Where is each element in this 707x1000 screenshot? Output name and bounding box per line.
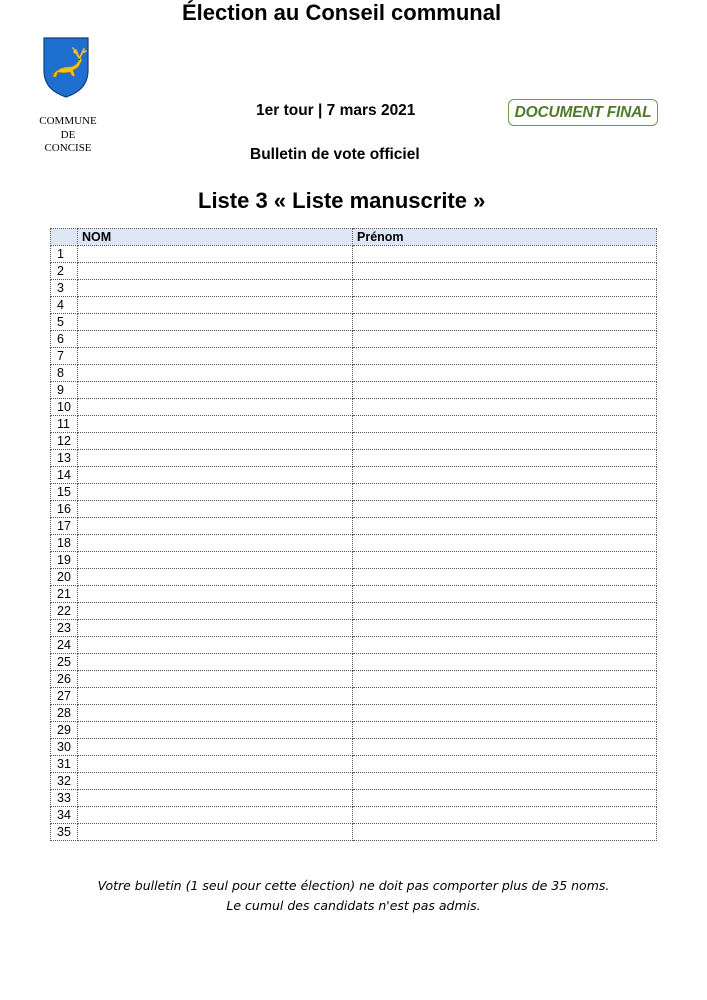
table-row xyxy=(51,586,657,603)
table-row xyxy=(51,637,657,654)
prenom-cell[interactable] xyxy=(353,280,657,297)
table-row xyxy=(51,807,657,824)
nom-cell[interactable] xyxy=(78,450,353,467)
nom-cell[interactable] xyxy=(78,824,353,841)
list-title: Liste 3 « Liste manuscrite » xyxy=(198,188,486,213)
row-number: 34 xyxy=(51,807,78,824)
nom-cell[interactable] xyxy=(78,688,353,705)
prenom-cell[interactable] xyxy=(353,246,657,263)
table-row xyxy=(51,365,657,382)
prenom-cell[interactable] xyxy=(353,501,657,518)
instruction-line: Le cumul des candidats n'est pas admis. xyxy=(226,898,481,913)
row-number: 3 xyxy=(51,280,78,297)
table-row xyxy=(51,688,657,705)
prenom-cell[interactable] xyxy=(353,297,657,314)
row-number: 13 xyxy=(51,450,78,467)
row-number: 26 xyxy=(51,671,78,688)
prenom-cell[interactable] xyxy=(353,433,657,450)
nom-cell[interactable] xyxy=(78,654,353,671)
table-row xyxy=(51,535,657,552)
prenom-cell[interactable] xyxy=(353,637,657,654)
prenom-cell[interactable] xyxy=(353,535,657,552)
row-number: 9 xyxy=(51,382,78,399)
nom-cell[interactable] xyxy=(78,807,353,824)
column-header-number xyxy=(51,229,78,246)
nom-cell[interactable] xyxy=(78,484,353,501)
commune-line: DE xyxy=(60,128,76,141)
prenom-cell[interactable] xyxy=(353,807,657,824)
nom-cell[interactable] xyxy=(78,637,353,654)
row-number: 17 xyxy=(51,518,78,535)
row-number: 28 xyxy=(51,705,78,722)
nom-cell[interactable] xyxy=(78,586,353,603)
coat-of-arms-stag-icon xyxy=(42,36,90,98)
prenom-cell[interactable] xyxy=(353,331,657,348)
column-header-prenom: Prénom xyxy=(353,229,657,246)
prenom-cell[interactable] xyxy=(353,314,657,331)
table-row xyxy=(51,484,657,501)
row-number: 18 xyxy=(51,535,78,552)
row-number: 10 xyxy=(51,399,78,416)
prenom-cell[interactable] xyxy=(353,365,657,382)
prenom-cell[interactable] xyxy=(353,688,657,705)
prenom-cell[interactable] xyxy=(353,790,657,807)
table-row xyxy=(51,450,657,467)
row-number: 16 xyxy=(51,501,78,518)
nom-cell[interactable] xyxy=(78,280,353,297)
nom-cell[interactable] xyxy=(78,416,353,433)
table-row xyxy=(51,501,657,518)
row-number: 19 xyxy=(51,552,78,569)
table-row xyxy=(51,246,657,263)
nom-cell[interactable] xyxy=(78,518,353,535)
nom-cell[interactable] xyxy=(78,297,353,314)
nom-cell[interactable] xyxy=(78,756,353,773)
nom-cell[interactable] xyxy=(78,705,353,722)
prenom-cell[interactable] xyxy=(353,263,657,280)
nom-cell[interactable] xyxy=(78,722,353,739)
ballot-subtitle: Bulletin de vote officiel xyxy=(250,146,420,163)
nom-cell[interactable] xyxy=(78,467,353,484)
commune-line: COMMUNE xyxy=(39,115,97,127)
prenom-cell[interactable] xyxy=(353,603,657,620)
row-number: 6 xyxy=(51,331,78,348)
nom-cell[interactable] xyxy=(78,790,353,807)
prenom-cell[interactable] xyxy=(353,824,657,841)
prenom-cell[interactable] xyxy=(353,705,657,722)
nom-cell[interactable] xyxy=(78,399,353,416)
row-number: 22 xyxy=(51,603,78,620)
nom-cell[interactable] xyxy=(78,569,353,586)
prenom-cell[interactable] xyxy=(353,484,657,501)
table-row xyxy=(51,722,657,739)
table-row xyxy=(51,263,657,280)
ballot-instructions xyxy=(0,876,707,916)
table-row xyxy=(51,739,657,756)
row-number: 5 xyxy=(51,314,78,331)
row-number: 24 xyxy=(51,637,78,654)
table-row xyxy=(51,705,657,722)
nom-cell[interactable] xyxy=(78,535,353,552)
row-number: 35 xyxy=(51,824,78,841)
table-row xyxy=(51,824,657,841)
nom-cell[interactable] xyxy=(78,314,353,331)
table-row xyxy=(51,552,657,569)
page-title: Élection au Conseil communal xyxy=(182,0,502,25)
commune-line: CONCISE xyxy=(44,142,92,154)
row-number: 23 xyxy=(51,620,78,637)
row-number: 25 xyxy=(51,654,78,671)
prenom-cell[interactable] xyxy=(353,739,657,756)
nom-cell[interactable] xyxy=(78,620,353,637)
prenom-cell[interactable] xyxy=(353,620,657,637)
prenom-cell[interactable] xyxy=(353,467,657,484)
nom-cell[interactable] xyxy=(78,348,353,365)
table-row xyxy=(51,382,657,399)
nom-cell[interactable] xyxy=(78,501,353,518)
table-row xyxy=(51,416,657,433)
prenom-cell[interactable] xyxy=(353,671,657,688)
prenom-cell[interactable] xyxy=(353,569,657,586)
nom-cell[interactable] xyxy=(78,433,353,450)
nom-cell[interactable] xyxy=(78,552,353,569)
row-number: 1 xyxy=(51,246,78,263)
prenom-cell[interactable] xyxy=(353,586,657,603)
round-date: 1er tour | 7 mars 2021 xyxy=(256,102,416,119)
row-number: 27 xyxy=(51,688,78,705)
table-row xyxy=(51,314,657,331)
table-row xyxy=(51,518,657,535)
prenom-cell[interactable] xyxy=(353,348,657,365)
nom-cell[interactable] xyxy=(78,382,353,399)
row-number: 4 xyxy=(51,297,78,314)
row-number: 32 xyxy=(51,773,78,790)
row-number: 12 xyxy=(51,433,78,450)
row-number: 7 xyxy=(51,348,78,365)
table-row xyxy=(51,620,657,637)
row-number: 21 xyxy=(51,586,78,603)
row-number: 11 xyxy=(51,416,78,433)
table-row xyxy=(51,773,657,790)
table-row xyxy=(51,671,657,688)
table-row xyxy=(51,280,657,297)
table-row xyxy=(51,331,657,348)
prenom-cell[interactable] xyxy=(353,518,657,535)
row-number: 15 xyxy=(51,484,78,501)
row-number: 29 xyxy=(51,722,78,739)
table-row xyxy=(51,348,657,365)
table-row xyxy=(51,399,657,416)
table-row xyxy=(51,756,657,773)
nom-cell[interactable] xyxy=(78,603,353,620)
prenom-cell[interactable] xyxy=(353,773,657,790)
prenom-cell[interactable] xyxy=(353,722,657,739)
table-row xyxy=(51,790,657,807)
document-final-stamp: DOCUMENT FINAL xyxy=(508,99,658,126)
nom-cell[interactable] xyxy=(78,365,353,382)
prenom-cell[interactable] xyxy=(353,654,657,671)
row-number: 30 xyxy=(51,739,78,756)
ballot-table xyxy=(50,228,657,841)
row-number: 2 xyxy=(51,263,78,280)
instruction-line: Votre bulletin (1 seul pour cette élection) ne doit pas comporter plus de 35 noms. xyxy=(97,878,610,893)
commune-name xyxy=(28,115,108,156)
nom-cell[interactable] xyxy=(78,246,353,263)
prenom-cell[interactable] xyxy=(353,552,657,569)
row-number: 20 xyxy=(51,569,78,586)
table-row xyxy=(51,654,657,671)
row-number: 31 xyxy=(51,756,78,773)
row-number: 14 xyxy=(51,467,78,484)
nom-cell[interactable] xyxy=(78,331,353,348)
prenom-cell[interactable] xyxy=(353,399,657,416)
nom-cell[interactable] xyxy=(78,671,353,688)
prenom-cell[interactable] xyxy=(353,756,657,773)
row-number: 33 xyxy=(51,790,78,807)
prenom-cell[interactable] xyxy=(353,416,657,433)
row-number: 8 xyxy=(51,365,78,382)
table-row xyxy=(51,297,657,314)
nom-cell[interactable] xyxy=(78,739,353,756)
table-row xyxy=(51,569,657,586)
nom-cell[interactable] xyxy=(78,263,353,280)
prenom-cell[interactable] xyxy=(353,382,657,399)
prenom-cell[interactable] xyxy=(353,450,657,467)
table-row xyxy=(51,603,657,620)
nom-cell[interactable] xyxy=(78,773,353,790)
column-header-nom: NOM xyxy=(78,229,353,246)
table-header-row xyxy=(51,229,657,246)
table-row xyxy=(51,467,657,484)
table-row xyxy=(51,433,657,450)
